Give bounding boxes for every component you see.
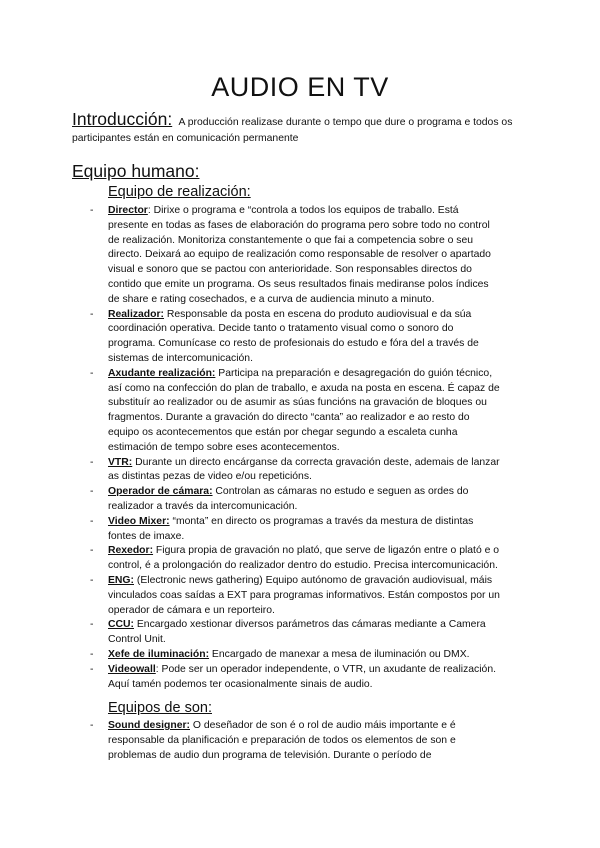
son-list	[90, 719, 500, 763]
section-heading: Equipo humano:	[72, 161, 200, 181]
list-item: - Rexedor: Figura propia de gravación no plató, que serve de ligazón entre o plató e o control, é a prolongación do realizador dentro do estudio. Precisa intercomunicación.	[90, 545, 500, 572]
list-item: - Videowall: Pode ser un operador independente, o VTR, un axudante de realización. Aquí tamén podemos ter ocasionalmente sinais de audio.	[90, 663, 496, 690]
item-term: Realizador:	[108, 308, 165, 320]
item-text: (Electronic news gathering) Equipo autónomo de gravación audiovisual, máis vinculados coas saídas a EXT para programas informativos. Están compostos por un operador de cámara e un reporteiro.	[108, 574, 500, 616]
intro-paragraph	[72, 111, 532, 147]
list-item: - CCU: Encargado xestionar diversos parámetros das cámaras mediante a Camera Control Unit.	[90, 619, 486, 646]
item-text: : Pode ser un operador independente, o VTR, un axudante de realización. Aquí tamén podemos ter ocasionalmente sinais de audio.	[108, 663, 496, 690]
item-text: Durante un directo encárganse da correcta gravación deste, ademais de lanzar as distintas pezas de video e/ou repeticións.	[108, 456, 500, 483]
document-title: AUDIO EN TV	[211, 72, 389, 102]
item-term: ENG:	[108, 574, 134, 586]
item-text: : Dirixe o programa e “controla a todos los equipos de traballo. Está presente en todas as fases de elaboración do programa pero sobre todo no control de realización. Monitoriza constantemente o que fai a competencia sobre o seu directo. Deixará ao equipo de realización como responsable de resolver o apartado visual e sonoro que se pactou con anterioridade. Son responsables directos do contido que emite un programa. Os seus resultados finais mediranse polos índices de share e rating cosechados, e a curva de audiencia minuto a minuto.	[108, 205, 491, 305]
intro-heading: Introducción:	[72, 109, 173, 129]
item-term: Rexedor:	[108, 545, 154, 557]
item-term: Operador de cámara:	[108, 486, 213, 498]
item-text: Encargado xestionar diversos parámetros das cámaras mediante a Camera Control Unit.	[108, 619, 486, 646]
item-term: VTR:	[108, 456, 133, 468]
item-term: Xefe de iluminación:	[108, 648, 210, 660]
item-term: Sound designer:	[108, 720, 190, 731]
list-item: - Video Mixer: “monta” en directo os programas a través da mestura de distintas fontes de imaxe.	[90, 515, 474, 542]
item-term: Videowall	[108, 663, 156, 675]
item-text: Encargado de manexar a mesa de iluminación ou DMX.	[209, 648, 470, 660]
item-text: “monta” en directo os programas a través da mestura de distintas fontes de imaxe.	[108, 515, 474, 542]
item-text: O deseñador de son é o rol de audio máis importante e é responsable da planificación e preparación de todos os elementos de son e problemas de audio dun programa de televisión. Durante o período de	[108, 720, 456, 761]
intro-text: A producción realizase durante o tempo que dure o programa e todos os participantes están en comunicación permanente	[72, 117, 513, 144]
list-item: - Axudante realización: Participa na preparación e desagregación do guión técnico, así como na confección do plan de traballo, e axuda na posta en escena. É capaz de substituír ao realizador ou de asumir as súas funcións na gravación de bloques ou fragmentos. Durante a gravación do directo “canta” ao realizador e ao resto do equipo os acontecementos que están por chegar segundo a escaleta cunha estimación de tempo sobre eses acontecementos.	[90, 367, 500, 453]
item-text: Responsable da posta en escena do produto audiovisual e da súa coordinación operativa. Decide tanto o tratamento visual como o sonoro do programa. Comunícase co resto de profesionais do estudo e fóra del a través de sistemas de intercomunicación.	[108, 308, 479, 364]
item-term: Video Mixer:	[108, 515, 170, 527]
realizacion-list	[90, 204, 500, 692]
item-text: Participa na preparación e desagregación do guión técnico, así como na confección do plan de traballo, e axuda na posta en escena. É capaz de substituír ao realizador ou de asumir as súas funcións na gravación de bloques ou fragmentos. Durante a gravación do directo “canta” ao realizador e ao resto do equipo os acontecementos que están por chegar segundo a escaleta cunha estimación de tempo sobre eses acontecementos.	[108, 367, 500, 453]
subsection-heading-son: Equipos de son:	[108, 700, 212, 716]
list-item: - Operador de cámara: Controlan as cámaras no estudo e seguen as ordes do realizador a través da intercomunicación.	[90, 486, 469, 512]
list-item: - Director: Dirixe o programa e “controla a todos los equipos de traballo. Está presente en todas as fases de elaboración do programa pero sobre todo no control de realización. Monitoriza constantemente o que fai a competencia sobre o seu directo. Deixará ao equipo de realización como responsable de resolver o apartado visual e sonoro que se pactou con anterioridade. Son responsables directos do contido que emite un programa. Os seus resultados finais mediranse polos índices de share e rating cosechados, e a curva de audiencia minuto a minuto.	[90, 205, 491, 305]
item-term: Director	[108, 205, 148, 216]
item-text: Figura propia de gravación no plató, que serve de ligazón entre o plató e o control, é a prolongación do realizador dentro do estudio. Precisa intercomunicación.	[108, 545, 500, 572]
item-term: Axudante realización:	[108, 367, 216, 379]
list-item: - Xefe de iluminación: Encargado de manexar a mesa de iluminación ou DMX.	[90, 648, 470, 660]
list-item: - Sound designer: O deseñador de son é o rol de audio máis importante e é responsable da planificación e preparación de todos os elementos de son e problemas de audio dun programa de televisión. Durante o período de	[90, 720, 456, 761]
item-text: Controlan as cámaras no estudo e seguen as ordes do realizador a través da intercomunicación.	[108, 486, 469, 512]
subsection-heading-realizacion: Equipo de realización:	[108, 184, 251, 200]
item-term: CCU:	[108, 619, 134, 631]
list-item: - ENG: (Electronic news gathering) Equipo autónomo de gravación audiovisual, máis vinculados coas saídas a EXT para programas informativos. Están compostos por un operador de cámara e un reporteiro.	[90, 574, 500, 616]
list-item: - VTR: Durante un directo encárganse da correcta gravación deste, ademais de lanzar as distintas pezas de video e/ou repeticións.	[90, 456, 500, 483]
list-item: - Realizador: Responsable da posta en escena do produto audiovisual e da súa coordinación operativa. Decide tanto o tratamento visual como o sonoro do programa. Comunícase co resto de profesionais do estudo e fóra del a través de sistemas de intercomunicación.	[90, 308, 479, 364]
